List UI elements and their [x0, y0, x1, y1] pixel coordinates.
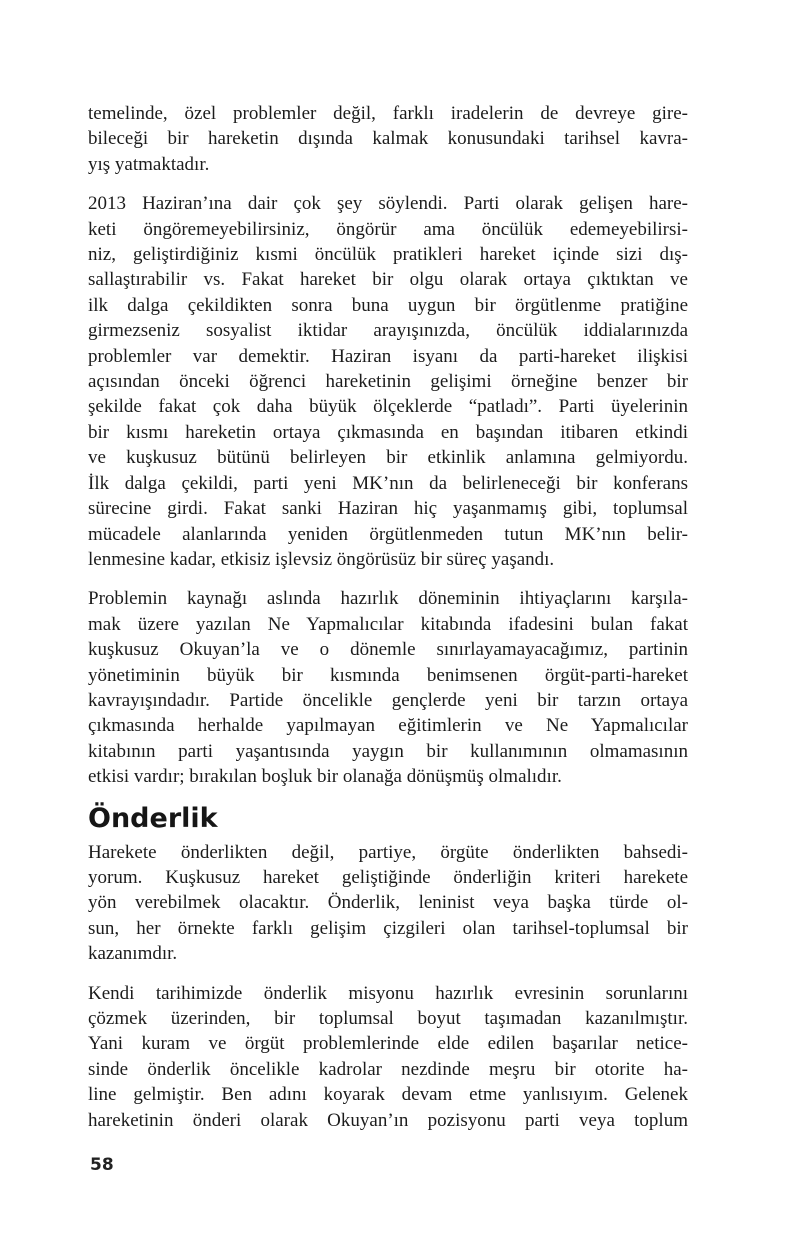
page-number: 58 [90, 1155, 114, 1175]
text-line: yönetiminin büyük bir kısmında benimsenen örgüt-parti-hareket [88, 664, 688, 686]
text-line: bir kısmı hareketin ortaya çıkmasında en başından itibaren etkindi [88, 421, 688, 443]
text-line: açısından önceki öğrenci hareketinin gelişimi örneğine benzer bir [88, 371, 688, 393]
paragraph [88, 191, 688, 572]
text-line: kitabının parti yaşantısında yaygın bir kullanımının olmamasının [88, 740, 688, 762]
text-line: etkisi vardır; bırakılan boşluk bir olanağa dönüşmüş olmalıdır. [88, 766, 562, 788]
text-line: temelinde, özel problemler değil, farklı iradelerin de devreye gire- [88, 103, 688, 124]
text-line: mücadele alanlarında yeniden örgütlenmeden tutun MK’nın belir- [88, 523, 688, 545]
paragraph [88, 586, 688, 789]
text-line: lenmesine kadar, etkisiz işlevsiz öngörüsüz bir süreç yaşandı. [88, 548, 555, 570]
text-line: 2013 Haziran’ına dair çok şey söylendi. Parti olarak gelişen hare- [88, 193, 688, 215]
text-line: yorum. Kuşkusuz hareket geliştiğinde önderliğin kriteri harekete [88, 866, 688, 888]
text-column [88, 101, 688, 1147]
text-line: sun, her örnekte farklı gelişim çizgileri olan tarihsel-toplumsal bir [88, 917, 688, 939]
text-line: keti öngöremeyebilirsiniz, öngörür ama öncülük edemeyebilirsi- [88, 218, 688, 240]
text-line: Problemin kaynağı aslında hazırlık döneminin ihtiyaçlarını karşıla- [88, 588, 688, 610]
text-line: kavrayışındadır. Partide öncelikle gençlerde yeni bir tarzın ortaya [88, 689, 688, 711]
paragraph [88, 840, 688, 967]
text-line: mak üzere yazılan Ne Yapmalıcılar kitabında ifadesini bulan fakat [88, 613, 688, 635]
text-line: yış yatmaktadır. [88, 153, 210, 175]
text-line: girmezseniz sosyalist iktidar arayışınızda, öncülük iddialarınızda [88, 320, 688, 342]
text-line: çıkmasında herhalde yapılmayan eğitimlerin ve Ne Yapmalıcılar [88, 715, 688, 737]
text-line: ve kuşkusuz bütünü belirleyen bir etkinlik anlamına gelmiyordu. [88, 447, 688, 469]
text-line: kazanımdır. [88, 943, 178, 965]
text-line: kuşkusuz Okuyan’la ve o dönemle sınırlayamayacağımız, partinin [88, 639, 688, 661]
text-line: niz, geliştirdiğiniz kısmi öncülük pratikleri hareket içinde sizi dış- [88, 244, 688, 266]
text-line: sinde önderlik öncelikle kadrolar nezdinde meşru bir otorite ha- [88, 1058, 688, 1080]
text-line: şekilde fakat çok daha büyük ölçeklerde “patladı”. Parti üyelerinin [88, 396, 688, 418]
text-line: bileceği bir hareketin dışında kalmak konusundaki tarihsel kavra- [88, 128, 688, 150]
text-line: Harekete önderlikten değil, partiye, örgüte önderlikten bahsedi- [88, 841, 688, 863]
text-line: line gelmiştir. Ben adını koyarak devam etme yanlısıyım. Gelenek [88, 1084, 688, 1106]
text-line: hareketinin önderi olarak Okuyan’ın pozisyonu parti veya toplum [88, 1109, 688, 1131]
text-line: problemler var demektir. Haziran isyanı da parti-hareket ilişkisi [88, 345, 688, 367]
text-line: çözmek üzerinden, bir toplumsal boyut taşımadan kazanılmıştır. [88, 1008, 688, 1029]
text-line: İlk dalga çekildi, parti yeni MK’nın da belirleneceği bir konferans [88, 472, 688, 494]
text-line: ilk dalga çekildikten sonra buna uygun bir örgütlenme pratiğine [88, 294, 688, 316]
section-heading: Önderlik [88, 802, 218, 834]
text-line: sürecine girdi. Fakat sanki Haziran hiç yaşanmamış gibi, toplumsal [88, 498, 688, 520]
text-line: Kendi tarihimizde önderlik misyonu hazırlık evresinin sorunlarını [88, 982, 688, 1004]
text-line: sallaştırabilir vs. Fakat hareket bir olgu olarak ortaya çıktıktan ve [88, 269, 688, 291]
text-line: yön verebilmek olacaktır. Önderlik, leninist veya başka türde ol- [88, 892, 688, 914]
paragraph [88, 101, 688, 177]
paragraph [88, 981, 688, 1133]
text-line: Yani kuram ve örgüt problemlerinde elde edilen başarılar netice- [88, 1033, 688, 1055]
